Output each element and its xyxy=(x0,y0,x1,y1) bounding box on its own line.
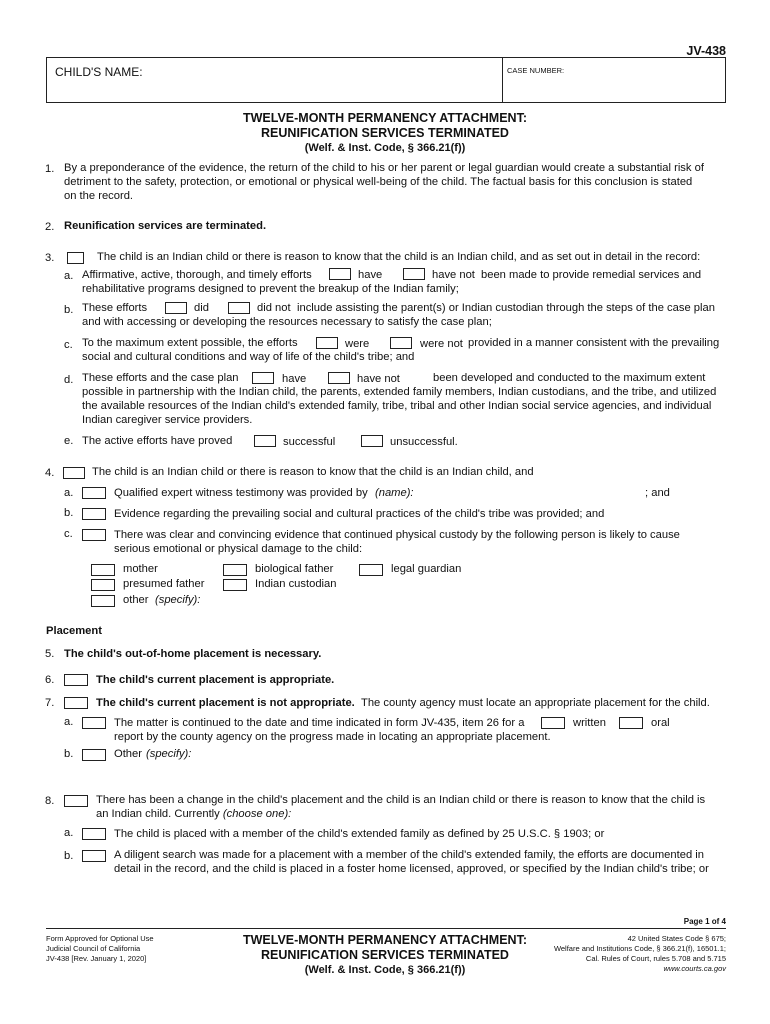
item4b-text: Evidence regarding the prevailing social and cultural practices of the child's tribe was provided; and xyxy=(114,508,605,520)
footer-right2: Welfare and Institutions Code, § 366.21(f), 16501.1; xyxy=(553,944,726,953)
item3c-were-not-checkbox[interactable] xyxy=(390,337,412,349)
item8b-checkbox[interactable] xyxy=(82,850,106,862)
placement-heading: Placement xyxy=(46,625,102,637)
item8-checkbox[interactable] xyxy=(64,795,88,807)
item1-line3: on the record. xyxy=(64,190,134,202)
item7b-checkbox[interactable] xyxy=(82,749,106,761)
item3b-did-checkbox[interactable] xyxy=(165,302,187,314)
item3a-pre: Affirmative, active, thorough, and timely efforts xyxy=(82,269,312,281)
item3e-unsuccessful-checkbox[interactable] xyxy=(361,435,383,447)
item4a-text: Qualified expert witness testimony was provided by xyxy=(114,487,368,499)
item4c-checkbox[interactable] xyxy=(82,529,106,541)
mother-label: mother xyxy=(123,563,158,575)
item3b-pre: These efforts xyxy=(82,302,148,314)
item7-number: 7. xyxy=(45,697,55,709)
footer-title2: REUNIFICATION SERVICES TERMINATED xyxy=(261,948,509,962)
item4c-letter: c. xyxy=(64,528,73,540)
item4a-end: ; and xyxy=(645,487,670,499)
item7b-text: Other xyxy=(114,748,142,760)
item3d-line2: possible in partnership with the Indian child, the parents, extended family members, Indian custodians, and the tribe, and utilized xyxy=(82,386,717,398)
item6-text: The child's current placement is appropriate. xyxy=(96,674,335,686)
other-person-checkbox[interactable] xyxy=(91,595,115,607)
item3d-pre: These efforts and the case plan xyxy=(82,372,239,384)
item3d-have-checkbox[interactable] xyxy=(252,372,274,384)
item2-text: Reunification services are terminated. xyxy=(64,220,267,232)
item3d-have-not-label: have not xyxy=(357,373,400,385)
item7a-written-checkbox[interactable] xyxy=(541,717,565,729)
item3c-were-checkbox[interactable] xyxy=(316,337,338,349)
item1-line1: By a preponderance of the evidence, the return of the child to his or her parent or legal guardian would create a substantial risk of xyxy=(64,162,704,174)
item3d-line4: Indian caregiver service providers. xyxy=(82,414,253,426)
item3-text: The child is an Indian child or there is reason to know that the child is an Indian child, and as set out in detail in the record: xyxy=(97,251,701,263)
item5-text: The child's out-of-home placement is necessary. xyxy=(64,648,322,660)
item3d-letter: d. xyxy=(64,374,74,386)
item8-line1: There has been a change in the child's placement and the child is an Indian child or there is reason to know that the child is xyxy=(96,794,706,806)
item3e-successful-checkbox[interactable] xyxy=(254,435,276,447)
item3b-did-label: did xyxy=(194,302,209,314)
footer-left2: Judicial Council of California xyxy=(46,944,141,953)
item7a-checkbox[interactable] xyxy=(82,717,106,729)
item4b-letter: b. xyxy=(64,507,74,519)
item4-checkbox[interactable] xyxy=(63,467,85,479)
biological-father-checkbox[interactable] xyxy=(223,564,247,576)
item3d-have-not-checkbox[interactable] xyxy=(328,372,350,384)
item7b-other-field[interactable] xyxy=(196,746,726,760)
item3b-post: include assisting the parent(s) or Indian custodian through the steps of the case plan xyxy=(297,302,715,314)
item8-line2-text: an Indian child. Currently xyxy=(96,808,220,820)
item3a-letter: a. xyxy=(64,270,74,282)
item3e-unsuccessful-label: unsuccessful. xyxy=(390,436,458,448)
item3a-line2: rehabilitative programs designed to prevent the breakup of the Indian family; xyxy=(82,283,459,295)
footer-left1: Form Approved for Optional Use xyxy=(46,934,154,943)
item4a-letter: a. xyxy=(64,487,74,499)
item3-number: 3. xyxy=(45,252,55,264)
item7-rest: The county agency must locate an appropriate placement for the child. xyxy=(361,697,710,709)
other-person-field[interactable] xyxy=(205,592,725,606)
title-line1: TWELVE-MONTH PERMANENCY ATTACHMENT: xyxy=(242,111,527,125)
legal-guardian-checkbox[interactable] xyxy=(359,564,383,576)
mother-checkbox[interactable] xyxy=(91,564,115,576)
item3c-pre: To the maximum extent possible, the efforts xyxy=(82,337,298,349)
item6-checkbox[interactable] xyxy=(64,674,88,686)
item3c-were-label: were xyxy=(345,338,370,350)
item1-line2: detriment to the safety, protection, or emotional or physical well-being of the child. The factual basis for this conclusion is stated xyxy=(64,176,693,188)
footer-left3: JV-438 [Rev. January 1, 2020] xyxy=(46,954,147,963)
item3b-did-not-label: did not xyxy=(257,302,291,314)
item7a-written-label: written xyxy=(573,717,606,729)
presumed-father-label: presumed father xyxy=(123,578,205,590)
item4c-line2: serious emotional or physical damage to the child: xyxy=(114,543,363,555)
item7-bold: The child's current placement is not appropriate. xyxy=(96,697,355,709)
item3a-have-checkbox[interactable] xyxy=(329,268,351,280)
item4c-line1: There was clear and convincing evidence that continued physical custody by the following person is likely to cause xyxy=(114,529,680,541)
footer-title3: (Welf. & Inst. Code, § 366.21(f)) xyxy=(304,964,466,976)
item3b-line2: and with accessing or developing the resources necessary to satisfy the case plan; xyxy=(82,316,492,328)
item8-line2 xyxy=(96,808,291,820)
item8b-letter: b. xyxy=(64,850,74,862)
item7a-text: The matter is continued to the date and time indicated in form JV-435, item 26 for a xyxy=(114,717,525,729)
item3d-line3: the available resources of the Indian child's extended family, tribe, tribal and other Indian social service agencies, and individual xyxy=(82,400,712,412)
courts-website-link[interactable]: www.courts.ca.gov xyxy=(663,964,726,973)
item8a-letter: a. xyxy=(64,827,74,839)
other-person-label: other xyxy=(123,594,149,606)
item3a-have-label: have xyxy=(358,269,383,281)
item3-checkbox[interactable] xyxy=(67,252,84,264)
indian-custodian-label: Indian custodian xyxy=(255,578,337,590)
presumed-father-checkbox[interactable] xyxy=(91,579,115,591)
item4b-checkbox[interactable] xyxy=(82,508,106,520)
title-line3: (Welf. & Inst. Code, § 366.21(f)) xyxy=(304,142,466,154)
other-person-specify: (specify): xyxy=(155,594,201,606)
footer-right3: Cal. Rules of Court, rules 5.708 and 5.715 xyxy=(585,954,726,963)
page-number: Page 1 of 4 xyxy=(683,917,726,926)
item3c-letter: c. xyxy=(64,339,73,351)
item4a-name-label: (name): xyxy=(375,487,414,499)
item7b-specify: (specify): xyxy=(146,748,192,760)
item8a-text: The child is placed with a member of the child's extended family as defined by 25 U.S.C. § 1903; or xyxy=(114,828,605,840)
item3c-post: provided in a manner consistent with the prevailing xyxy=(468,337,720,349)
case-number-label: CASE NUMBER: xyxy=(507,66,565,75)
footer-right1: 42 United States Code § 675; xyxy=(627,934,726,943)
item8-choose-one: (choose one): xyxy=(222,808,292,820)
item2-number: 2. xyxy=(45,221,55,233)
legal-guardian-label: legal guardian xyxy=(391,563,462,575)
item4a-checkbox[interactable] xyxy=(82,487,106,499)
item4a-name-field[interactable] xyxy=(419,485,641,499)
item3c-were-not-label: were not xyxy=(420,338,463,350)
item3d-post: been developed and conducted to the maximum extent xyxy=(433,372,706,384)
case-number-field[interactable] xyxy=(470,69,720,99)
item6-number: 6. xyxy=(45,674,55,686)
childs-name-field[interactable] xyxy=(52,74,487,99)
title-line2: REUNIFICATION SERVICES TERMINATED xyxy=(261,126,509,140)
item7a-oral-label: oral xyxy=(651,717,670,729)
item3c-line2: social and cultural conditions and way of life of the child's tribe; and xyxy=(82,351,415,363)
item3b-letter: b. xyxy=(64,304,74,316)
item4-number: 4. xyxy=(45,467,55,479)
item8-number: 8. xyxy=(45,795,55,807)
item3e-letter: e. xyxy=(64,435,74,447)
form-id: JV-438 xyxy=(686,44,726,58)
item7a-letter: a. xyxy=(64,716,74,728)
footer-title1: TWELVE-MONTH PERMANENCY ATTACHMENT: xyxy=(242,933,527,947)
item7b-letter: b. xyxy=(64,748,74,760)
item3b-did-not-checkbox[interactable] xyxy=(228,302,250,314)
item3e-pre: The active efforts have proved xyxy=(82,435,233,447)
item3a-post: been made to provide remedial services and xyxy=(481,269,702,281)
item7-checkbox[interactable] xyxy=(64,697,88,709)
item4-text: The child is an Indian child or there is reason to know that the child is an Indian child, and xyxy=(92,466,534,478)
childs-name-label: CHILD'S NAME: xyxy=(55,65,143,79)
item8a-checkbox[interactable] xyxy=(82,828,106,840)
item8b-line2: detail in the record, and the child is placed in a foster home licensed, approved, or specified by the Indian child's tribe; or xyxy=(114,863,709,875)
indian-custodian-checkbox[interactable] xyxy=(223,579,247,591)
item7a-oral-checkbox[interactable] xyxy=(619,717,643,729)
footer-rule xyxy=(46,928,726,929)
item3a-have-not-checkbox[interactable] xyxy=(403,268,425,280)
biological-father-label: biological father xyxy=(255,563,334,575)
item3d-have-label: have xyxy=(282,373,307,385)
item7a-line2: report by the county agency on the progress made in locating an appropriate placement. xyxy=(114,731,551,743)
item5-number: 5. xyxy=(45,648,55,660)
item3e-successful-label: successful xyxy=(283,436,336,448)
item3a-have-not-label: have not xyxy=(432,269,475,281)
item8b-line1: A diligent search was made for a placement with a member of the child's extended family, the efforts are documented in xyxy=(114,849,704,861)
item1-number: 1. xyxy=(45,163,55,175)
